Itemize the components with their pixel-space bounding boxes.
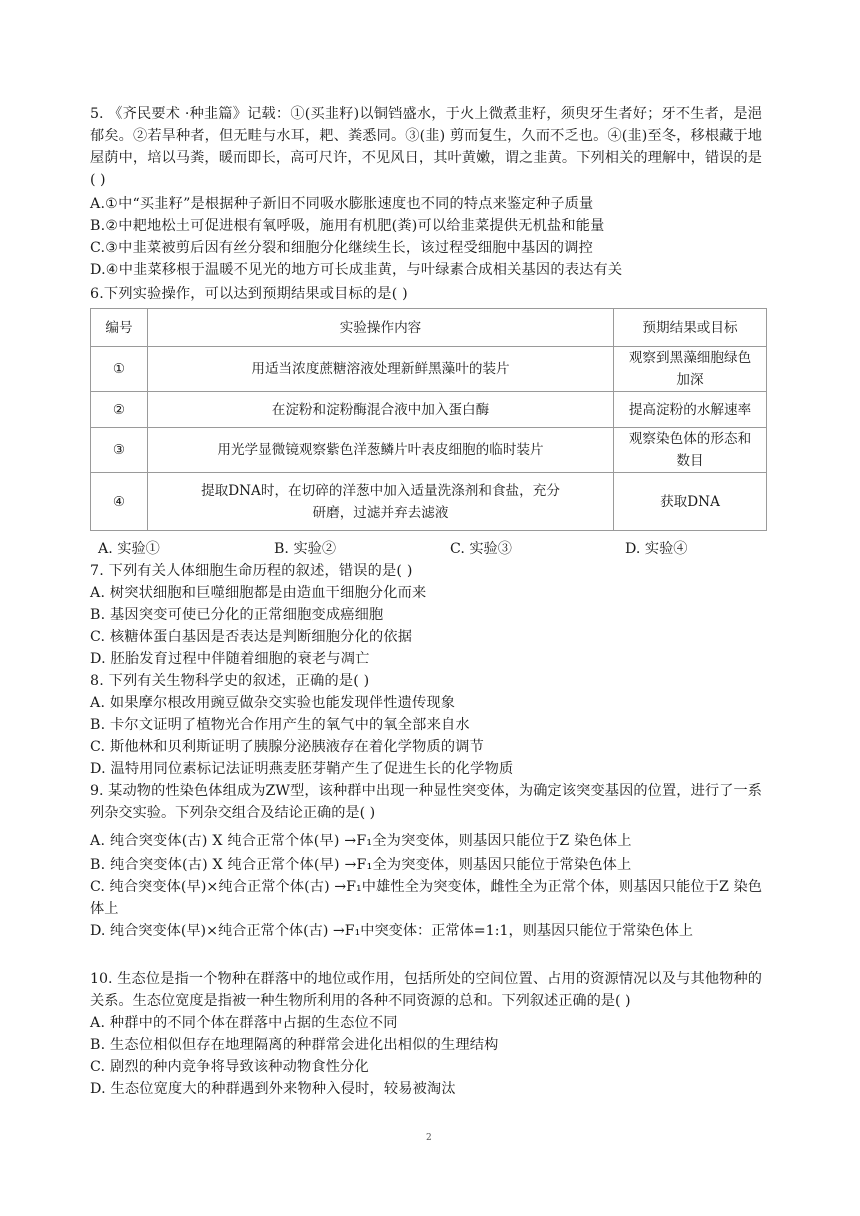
table-row: [91, 473, 767, 531]
q6-option-b: B. 实验②: [274, 541, 337, 557]
q8-option-a: A. 如果摩尔根改用豌豆做杂交实验也能发现伴性遗传现象: [90, 695, 456, 711]
q9-option-d: D. 纯合突变体(早)×纯合正常个体(古) →F₁中突变体：正常体=1:1，则基因只能位于常染色体上: [90, 923, 693, 939]
table-cell: 在淀粉和淀粉酶混合液中加入蛋白酶: [148, 392, 614, 428]
q9-option-a: A. 纯合突变体(古) X 纯合正常个体(早) →F₁全为突变体，则基因只能位于Z 染色体上: [90, 833, 632, 849]
q10-option-a: A. 种群中的不同个体在群落中占据的生态位不同: [90, 1015, 398, 1031]
q6-experiment-table: [90, 308, 767, 531]
q9-stem: 9. 某动物的性染色体组成为ZW型，该种群中出现一种显性突变体，为确定该突变基因的位置，进行了一系列杂交实验。下列杂交组合及结论正确的是( ): [90, 783, 762, 821]
table-cell: 观察染色体的形态和数目: [614, 428, 767, 473]
q9-option-c: C. 纯合突变体(早)×纯合正常个体(古) →F₁中雄性全为突变体，雌性全为正常个体，则基因只能位于Z 染色体上: [90, 879, 762, 917]
q8-option-c: C. 斯他林和贝利斯证明了胰腺分泌胰液存在着化学物质的调节: [90, 739, 485, 755]
table-cell: 观察到黑藻细胞绿色加深: [614, 347, 767, 392]
table-row: [91, 428, 767, 473]
table-header-cell: 实验操作内容: [148, 309, 614, 347]
table-cell: ③: [91, 428, 148, 473]
table-cell: ②: [91, 392, 148, 428]
q5-option-d: D.④中韭菜移根于温暖不见光的地方可长成韭黄，与叶绿素合成相关基因的表达有关: [90, 262, 623, 278]
q5-option-c: C.③中韭菜被剪后因有丝分裂和细胞分化继续生长，该过程受细胞中基因的调控: [90, 240, 593, 256]
q6-option-d: D. 实验④: [625, 541, 688, 557]
table-cell: 用光学显微镜观察紫色洋葱鳞片叶表皮细胞的临时装片: [148, 428, 614, 473]
q10-option-d: D. 生态位宽度大的种群遇到外来物种入侵时，较易被淘汰: [90, 1081, 456, 1097]
table-cell: 提高淀粉的水解速率: [614, 392, 767, 428]
table-row: [91, 392, 767, 428]
q7-stem: 7. 下列有关人体细胞生命历程的叙述，错误的是( ): [90, 563, 413, 579]
q7-option-c: C. 核糖体蛋白基因是否表达是判断细胞分化的依据: [90, 629, 413, 645]
q9-option-b: B. 纯合突变体(古) X 纯合正常个体(早) →F₁全为突变体，则基因只能位于常染色体上: [90, 857, 632, 873]
q6-option-a: A. 实验①: [98, 541, 160, 557]
table-header-cell: 编号: [91, 309, 148, 347]
q8-option-b: B. 卡尔文证明了植物光合作用产生的氧气中的氧全部来自水: [90, 717, 470, 733]
q6-option-c: C. 实验③: [450, 541, 512, 557]
q6-stem: 6.下列实验操作，可以达到预期结果或目标的是( ): [90, 286, 408, 302]
table-cell: 用适当浓度蔗糖溶液处理新鲜黑藻叶的装片: [148, 347, 614, 392]
q8-option-d: D. 温特用同位素标记法证明燕麦胚芽鞘产生了促进生长的化学物质: [90, 761, 514, 777]
q7-option-b: B. 基因突变可使已分化的正常细胞变成癌细胞: [90, 607, 384, 623]
table-header-row: [91, 309, 767, 347]
q5-option-b: B.②中耙地松土可促进根有氧呼吸，施用有机肥(粪)可以给韭菜提供无机盐和能量: [90, 218, 605, 234]
q7-option-a: A. 树突状细胞和巨噬细胞都是由造血干细胞分化而来: [90, 585, 427, 601]
q10-option-c: C. 剧烈的种内竞争将导致该种动物食性分化: [90, 1059, 369, 1075]
table-row: [91, 347, 767, 392]
q5-stem: 5. 《齐民要术 ·种韭篇》记载：①(买韭籽)以铜铛盛水，于火上微煮韭籽，须臾牙生者好；牙不生者，是浥郁矣。②若旱种者，但无畦与水耳，耙、粪悉同。③(韭) 剪而复生，久而不乏也。④(韭)至冬，移根藏于地屋荫中，培以马粪，暖而即长，高可尺许，不见风日，其叶黄嫩，谓之韭黄。下列相关的理解中，错误的是( ): [90, 106, 762, 188]
q7-option-d: D. 胚胎发育过程中伴随着细胞的衰老与凋亡: [90, 651, 370, 667]
table-cell: 提取DNA时，在切碎的洋葱中加入适量洗涤剂和食盐，充分研磨，过滤并弃去滤液: [148, 473, 614, 531]
table-cell: 获取DNA: [614, 473, 767, 531]
table-header-cell: 预期结果或目标: [614, 309, 767, 347]
q8-stem: 8. 下列有关生物科学史的叙述，正确的是( ): [90, 673, 370, 689]
page-number: 2: [426, 1133, 432, 1143]
q10-stem: 10. 生态位是指一个物种在群落中的地位或作用，包括所处的空间位置、占用的资源情况以及与其他物种的关系。生态位宽度是指被一种生物所利用的各种不同资源的总和。下列叙述正确的是( ): [90, 971, 762, 1009]
table-cell: ①: [91, 347, 148, 392]
q10-option-b: B. 生态位相似但存在地理隔离的种群常会进化出相似的生理结构: [90, 1037, 499, 1053]
q5-option-a: A.①中“买韭籽”是根据种子新旧不同吸水膨胀速度也不同的特点来鉴定种子质量: [90, 196, 594, 212]
table-cell: ④: [91, 473, 148, 531]
